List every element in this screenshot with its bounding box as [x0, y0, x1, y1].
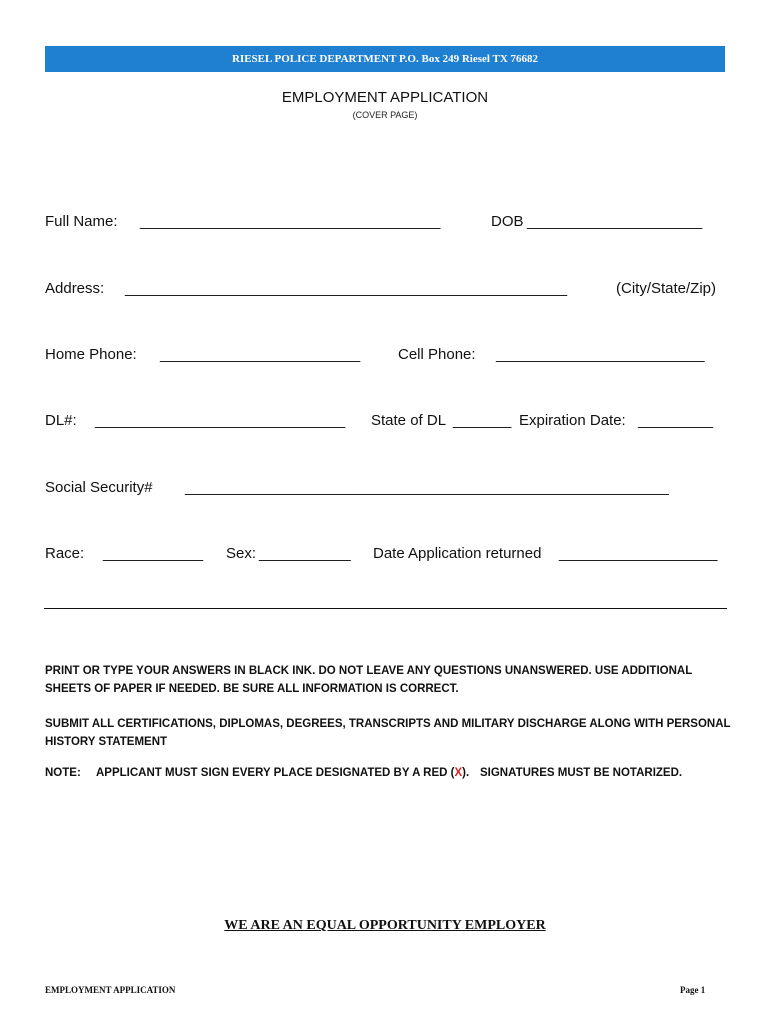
date-returned-field[interactable]: ___________________ — [559, 545, 718, 562]
instructions-paragraph-2: SUBMIT ALL CERTIFICATIONS, DIPLOMAS, DEGREES, TRANSCRIPTS AND MILITARY DISCHARGE ALONG WITH PERSONAL HISTORY STATEMENT — [45, 718, 731, 748]
full-name-row — [45, 213, 727, 235]
page-number: Page 1 — [680, 985, 706, 995]
expiration-date-label: Expiration Date: — [519, 412, 626, 429]
separator-line — [44, 608, 727, 609]
page-subtitle: (COVER PAGE) — [352, 110, 418, 120]
date-returned-label: Date Application returned — [373, 545, 542, 562]
dob-label: DOB — [491, 213, 524, 230]
dl-field[interactable]: ______________________________ — [95, 412, 346, 429]
cell-phone-field[interactable]: _________________________ — [496, 346, 705, 363]
address-suffix: (City/State/Zip) — [616, 280, 717, 297]
ssn-field[interactable]: __________________________________________________________ — [185, 479, 669, 496]
note-text-before: APPLICANT MUST SIGN EVERY PLACE DESIGNATED BY A RED ( — [96, 767, 455, 779]
instructions-paragraph-1: PRINT OR TYPE YOUR ANSWERS IN BLACK INK. DO NOT LEAVE ANY QUESTIONS UNANSWERED. USE ADDITIONAL SHEETS OF PAPER IF NEEDED. BE SURE ALL INFORMATION IS CORRECT. — [45, 665, 693, 695]
race-field[interactable]: ____________ — [103, 545, 204, 562]
race-label: Race: — [45, 545, 85, 562]
dl-row — [45, 412, 727, 434]
header-banner: RIESEL POLICE DEPARTMENT P.O. Box 249 Riesel TX 76682 — [45, 46, 725, 72]
ssn-row — [45, 479, 727, 501]
red-x-marker: X — [454, 767, 463, 779]
footer-title: EMPLOYMENT APPLICATION — [45, 985, 176, 995]
address-row — [45, 280, 727, 302]
note-text — [96, 767, 469, 779]
race-sex-row — [45, 545, 727, 567]
dl-label: DL#: — [45, 412, 77, 429]
full-name-field[interactable]: ____________________________________ — [140, 213, 441, 230]
phone-row — [45, 346, 727, 368]
state-of-dl-field[interactable]: _______ — [453, 412, 512, 429]
dob-field[interactable]: _____________________ — [527, 213, 703, 230]
note-text-after: ). — [462, 767, 470, 779]
address-field[interactable]: _____________________________________________________ — [125, 280, 568, 297]
home-phone-field[interactable]: ________________________ — [160, 346, 361, 363]
note-signatures: SIGNATURES MUST BE NOTARIZED. — [480, 767, 683, 779]
ssn-label: Social Security# — [45, 479, 153, 496]
expiration-date-field[interactable]: _________ — [638, 412, 714, 429]
cell-phone-label: Cell Phone: — [398, 346, 476, 363]
sex-label: Sex: — [226, 545, 257, 562]
equal-opportunity-statement: WE ARE AN EQUAL OPPORTUNITY EMPLOYER — [224, 918, 546, 933]
full-name-label: Full Name: — [45, 213, 118, 230]
page-title: EMPLOYMENT APPLICATION — [281, 89, 489, 106]
sex-field[interactable]: ___________ — [259, 545, 351, 562]
state-of-dl-label: State of DL — [371, 412, 447, 429]
address-label: Address: — [45, 280, 105, 297]
home-phone-label: Home Phone: — [45, 346, 137, 363]
note-label: NOTE: — [45, 767, 81, 779]
